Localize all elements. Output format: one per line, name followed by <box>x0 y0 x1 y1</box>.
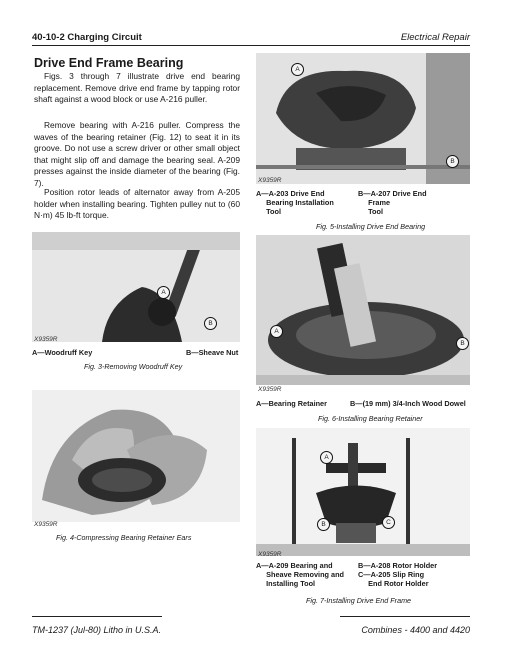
footer-right: Combines - 4400 and 4420 <box>361 625 470 635</box>
body-paragraph-3: Position rotor leads of alternator away from A-205 holder when installing bearing. Tighten pulley nut to (60 N·m) 45 lb-ft torque. <box>34 187 240 221</box>
fig5-label-b: B—A-207 Drive End Frame Tool <box>358 189 427 216</box>
fig5-callout-b: B <box>446 155 459 168</box>
footer-rule-right <box>340 616 470 617</box>
fig6-callout-b: B <box>456 337 469 350</box>
fig4-photo <box>32 390 240 522</box>
body-paragraph-2: Remove bearing with A-216 puller. Compress the waves of the bearing retainer (Fig. 12) to seat it in its groove. Do not use a screw driver or other small object that might slip off and damage the bearing seal. A-209 presses against the inside diameter of the bearing (Fig. 7). <box>34 120 240 188</box>
fig7-callout-b: B <box>317 518 330 531</box>
fig5-caption: Fig. 5-Installing Drive End Bearing <box>316 222 426 231</box>
fig4-caption: Fig. 4-Compressing Bearing Retainer Ears <box>56 533 192 542</box>
fig3-label-b: B—Sheave Nut <box>186 348 239 357</box>
fig6-callout-a: A <box>270 325 283 338</box>
fig6-caption: Fig. 6-Installing Bearing Retainer <box>318 414 423 423</box>
fig6-photo <box>256 235 470 385</box>
fig6-label-a: A—Bearing Retainer <box>256 399 327 408</box>
fig7-callout-c: C <box>382 516 395 529</box>
fig3-callout-b: B <box>204 317 217 330</box>
fig7-photo <box>256 428 470 556</box>
fig3-callout-a: A <box>157 286 170 299</box>
fig6-label-b: B—(19 mm) 3/4-Inch Wood Dowel <box>350 399 466 408</box>
fig7-caption: Fig. 7-Installing Drive End Frame <box>306 596 412 605</box>
fig5-code: X9359R <box>258 177 282 184</box>
fig3-label-a: A—Woodruff Key <box>32 348 93 357</box>
section-title: Drive End Frame Bearing <box>34 56 184 70</box>
fig5-photo <box>256 53 470 184</box>
running-header-category: Electrical Repair <box>400 32 470 43</box>
fig5-callout-a: A <box>291 63 304 76</box>
fig7-callout-a: A <box>320 451 333 464</box>
body-paragraph-1: Figs. 3 through 7 illustrate drive end bearing replacement. Remove drive end frame by tapping rotor shaft against a wood block or use A-216 puller. <box>34 71 240 105</box>
fig5-label-a: A—A-203 Drive End Bearing Installation Tool <box>256 189 334 216</box>
footer-left: TM-1237 (Jul-80) Litho in U.S.A. <box>32 625 162 635</box>
fig3-caption: Fig. 3-Removing Woodruff Key <box>84 362 183 371</box>
fig7-code: X9359R <box>258 551 282 558</box>
fig3-code: X9359R <box>34 336 58 343</box>
header-rule <box>32 45 470 46</box>
fig7-label-a: A—A-209 Bearing and Sheave Removing and Installing Tool <box>256 561 344 588</box>
running-header-section: 40-10-2 Charging Circuit <box>32 32 142 43</box>
footer-rule-left <box>32 616 162 617</box>
fig7-label-bc: B—A-208 Rotor Holder C—A-205 Slip Ring End Rotor Holder <box>358 561 438 588</box>
fig4-code: X9359R <box>34 521 58 528</box>
fig6-code: X9359R <box>258 386 282 393</box>
